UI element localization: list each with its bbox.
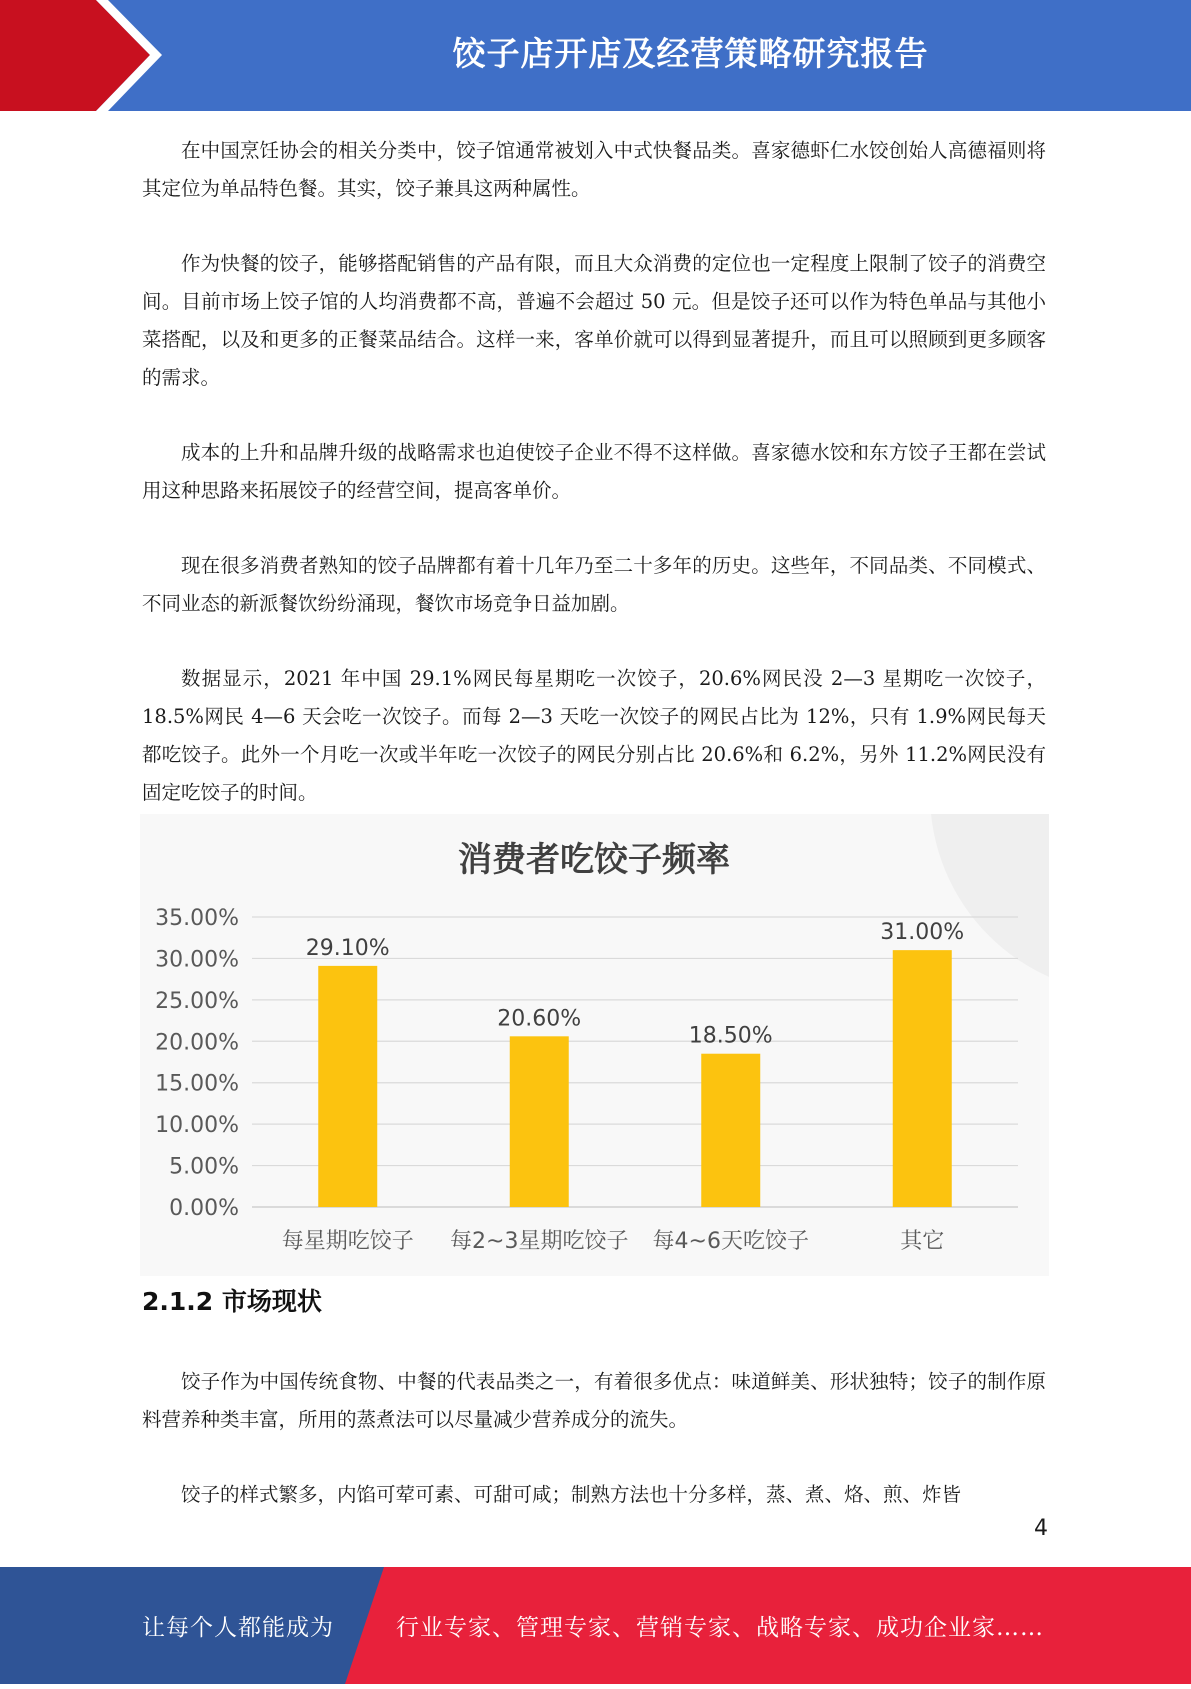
footer-slogan-left: 让每个人都能成为 [142,1615,334,1641]
page-header [0,0,1191,111]
paragraph: 成本的上升和品牌升级的战略需求也迫使饺子企业不得不这样做。喜家德水饺和东方饺子王都在尝试用这种思路来拓展饺子的经营空间，提高客单价。 [142,441,1046,502]
page-footer [0,1567,1191,1684]
x-tick-label: 每2~3星期吃饺子 [450,1229,629,1254]
chart-bars [318,950,952,1207]
bar [701,1054,760,1207]
header-red-arrow [0,0,150,111]
bar-value-label: 31.00% [880,920,965,946]
y-axis-labels [155,906,239,1221]
bar-chart [140,814,1049,1276]
x-tick-label: 每4~6天吃饺子 [652,1229,809,1254]
paragraph: 现在很多消费者熟知的饺子品牌都有着十几年乃至二十多年的历史。这些年，不同品类、不同模式、不同业态的新派餐饮纷纷涌现，餐饮市场竞争日益加剧。 [142,554,1046,615]
y-tick-label: 0.00% [169,1196,239,1221]
y-tick-label: 20.00% [155,1030,239,1056]
page-number: 4 [1034,1516,1048,1541]
bar-value-label: 29.10% [305,935,390,961]
report-title: 饺子店开店及经营策略研究报告 [452,34,929,73]
section-heading: 2.1.2 市场现状 [142,1287,322,1316]
y-tick-label: 30.00% [155,947,239,973]
paragraph: 饺子作为中国传统食物、中餐的代表品类之一，有着很多优点：味道鲜美、形状独特；饺子的制作原料营养种类丰富，所用的蒸煮法可以尽量减少营养成分的流失。 [142,1370,1046,1431]
body-text-2 [142,1363,1046,1551]
bar-value-label: 20.60% [497,1006,582,1032]
x-tick-label: 每星期吃饺子 [281,1229,414,1254]
paragraph: 数据显示，2021 年中国 29.1%网民每星期吃一次饺子，20.6%网民没 2—3 星期吃一次饺子，18.5%网民 4—6 天会吃一次饺子。而每 2—3 天吃一次饺子的网民占比为 12%，只有 1.9%网民每天都吃饺子。此外一个月吃一次或半年吃一次饺子的网民分别占比 20.6%和 6.2%，另外 11.2%网民没有固定吃饺子的时间。 [142,667,1046,804]
paragraph: 作为快餐的饺子，能够搭配销售的产品有限，而且大众消费的定位也一定程度上限制了饺子的消费空间。目前市场上饺子馆的人均消费都不高，普遍不会超过 50 元。但是饺子还可以作为特色单品与其他小菜搭配，以及和更多的正餐菜品结合。这样一来，客单价就可以得到显著提升，而且可以照顾到更多顾客的需求。 [142,252,1046,389]
frequency-chart [140,814,1049,1276]
y-tick-label: 35.00% [155,906,239,931]
paragraph: 饺子的样式繁多，内馅可荤可素、可甜可咸；制熟方法也十分多样，蒸、煮、烙、煎、炸皆 [181,1483,962,1506]
footer-slogan-right: 行业专家、管理专家、营销专家、战略专家、成功企业家…… [396,1615,1044,1641]
bar-value-label: 18.50% [688,1023,773,1049]
chart-title: 消费者吃饺子频率 [458,840,730,880]
x-axis-labels [282,1229,945,1254]
paragraph: 在中国烹饪协会的相关分类中，饺子馆通常被划入中式快餐品类。喜家德虾仁水饺创始人高德福则将其定位为单品特色餐。其实，饺子兼具这两种属性。 [142,139,1046,200]
y-tick-label: 25.00% [155,988,239,1014]
y-tick-label: 15.00% [155,1071,239,1097]
bar [893,950,952,1207]
body-text [142,132,1046,812]
bar [510,1036,569,1207]
x-tick-label: 其它 [900,1229,945,1254]
chart-value-labels [306,920,964,1049]
y-tick-label: 5.00% [169,1154,239,1180]
y-tick-label: 10.00% [155,1113,239,1139]
bar [318,966,377,1207]
